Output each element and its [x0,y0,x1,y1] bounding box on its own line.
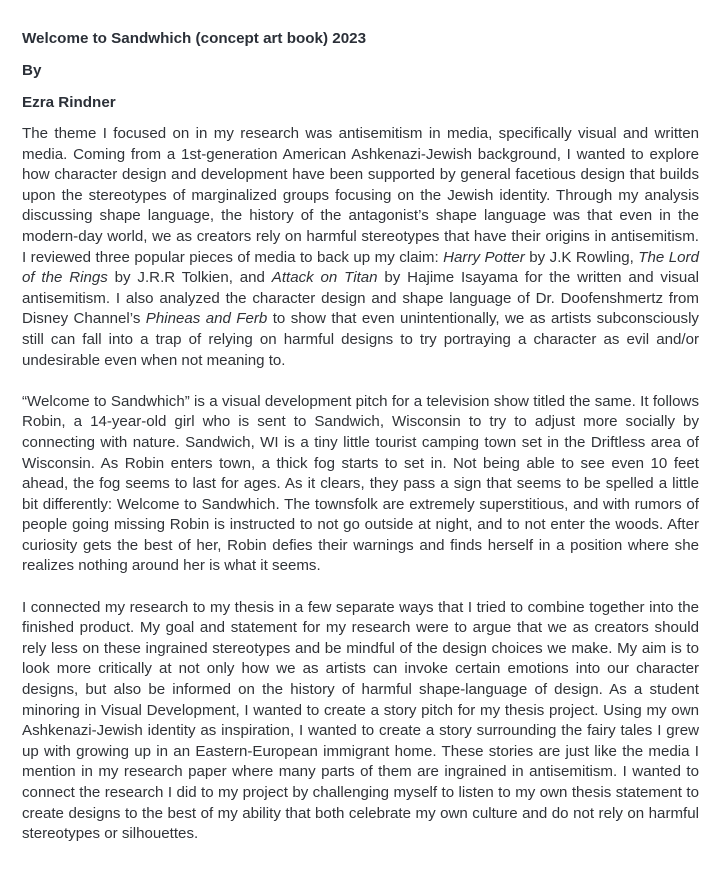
paragraph-thesis-connection [22,598,699,845]
italic-title-reference: Attack on Titan [271,269,378,287]
text-segment: I connected my research to my thesis in a few separate ways that I tried to combine together into the finished product. My goal and statement for my research were to argue that we as creators should rely less on these ingrained stereotypes and be mindful of the design choices we make. My aim is to look more critically at not only how we as artists can invoke certain emotions into our character designs, but also be informed on the history of harmful shape-language of design. As a student minoring in Visual Development, I wanted to create a story pitch for my thesis project. Using my own Ashkenazi-Jewish identity as inspiration, I wanted to create a story surrounding the fairy tales I grew up with growing up in an Eastern-European immigrant home. These stories are just like the media I mention in my research paper where many parts of them are ingrained in antisemitism. I wanted to connect the research I did to my project by challenging myself to listen to my own thesis statement to create designs to the best of my ability that both celebrate my own culture and do not rely on harmful stereotypes or silhouettes. [22,598,699,843]
italic-title-reference: The Lord of the Rings [22,248,699,287]
text-segment: by J.R.R Tolkien, and [107,269,272,287]
italic-title-reference: Phineas and Ferb [145,310,268,328]
text-segment: to show that even unintentionally, we as artists subconsciously still can fall into a trap of relying on harmful designs to try portraying a character as evil and/or undesirable even when not meaning to. [22,310,699,369]
text-segment: by Hajime Isayama for the written and visual antisemitism. I also analyzed the character design and shape language of Dr. Doofenshmertz from Disney Channel’s [22,269,700,328]
byline-label: By [22,62,42,79]
text-segment: The theme I focused on in my research was antisemitism in media, specifically visual and written media. Coming from a 1st-generation American Ashkenazi-Jewish background, I wanted to explore how character design and development have been supported by general facetious design that builds upon the stereotypes of marginalized groups focusing on the Jewish identity. Through my analysis discussing shape language, the history of the antagonist’s shape language was that even in the modern-day world, we as creators rely on harmful stereotypes that have their origins in antisemitism. I reviewed three popular pieces of media to back up my claim: [22,125,699,266]
text-segment: by J.K Rowling, [524,248,639,266]
document-title: Welcome to Sandwhich (concept art book) 2023 [22,30,367,47]
author-name: Ezra Rindner [22,94,116,111]
paragraph-show-pitch [22,392,699,577]
text-segment: “Welcome to Sandwhich” is a visual development pitch for a television show titled the same. It follows Robin, a 14-year-old girl who is sent to Sandwich, Wisconsin to try to adjust more socially by connecting with nature. Sandwich, WI is a tiny little tourist camping town set in the Driftless area of Wisconsin. As Robin enters town, a thick fog starts to set in. Not being able to see even 10 feet ahead, the fog seems to last for ages. As it clears, they pass a sign that seems to be spelled a little bit differently: Welcome to Sandwhich. The townsfolk are extremely superstitious, and with rumors of people going missing Robin is instructed to not go outside at night, and to not enter the woods. After curiosity gets the best of her, Robin defies their warnings and finds herself in a position where she realizes nothing around her is what it seems. [22,392,699,575]
italic-title-reference: Harry Potter [443,248,525,266]
document-page [22,29,699,865]
paragraph-research-theme [22,124,699,371]
